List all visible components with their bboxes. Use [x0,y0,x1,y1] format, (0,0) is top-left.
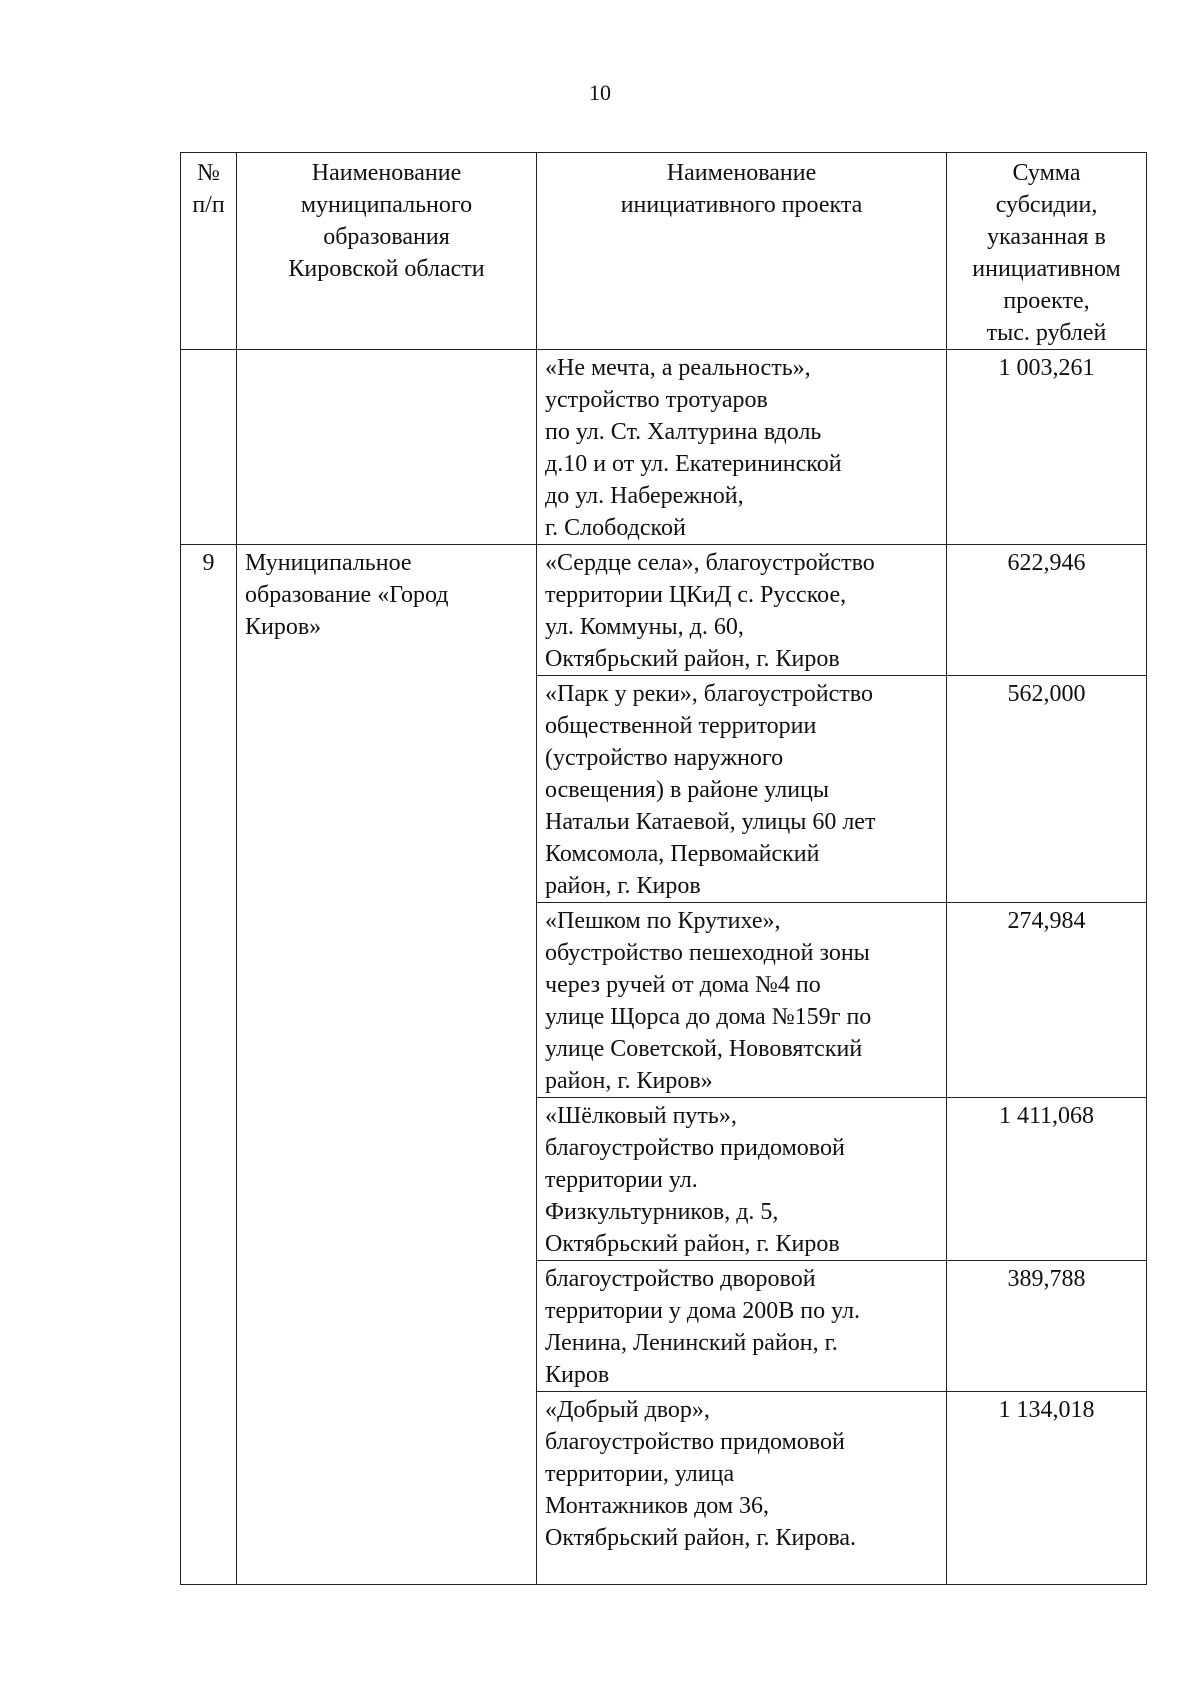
subsidy-table [180,152,1147,1585]
page-number: 10 [589,80,611,105]
row-amount: 622,946 [947,545,1147,676]
header-project: Наименование инициативного проекта [537,153,947,350]
row-municipality [237,350,537,545]
table-header-row [181,153,1147,350]
row-project: «Не мечта, а реальность», устройство тротуаров по ул. Ст. Халтурина вдоль д.10 и от ул. Екатерининской до ул. Набережной, г. Слободской [537,350,947,545]
row-project: «Сердце села», благоустройство территории ЦКиД с. Русское, ул. Коммуны, д. 60, Октябрьский район, г. Киров [537,545,947,676]
row-project: «Пешком по Крутихе», обустройство пешеходной зоны через ручей от дома №4 по улице Щорса до дома №159г по улице Советской, Нововятский район, г. Киров» [537,903,947,1098]
row-amount: 562,000 [947,676,1147,903]
row-amount: 389,788 [947,1261,1147,1392]
row-municipality: Муниципальное образование «Город Киров» [237,545,537,1585]
header-municipality: Наименование муниципального образования Кировской области [237,153,537,350]
header-num: № п/п [181,153,237,350]
row-project: благоустройство дворовой территории у дома 200В по ул. Ленина, Ленинский район, г. Киров [537,1261,947,1392]
row-project: «Добрый двор», благоустройство придомовой территории, улица Монтажников дом 36, Октябрьский район, г. Кирова. [537,1392,947,1585]
row-amount: 1 134,018 [947,1392,1147,1585]
row-amount: 274,984 [947,903,1147,1098]
row-amount: 1 003,261 [947,350,1147,545]
row-amount: 1 411,068 [947,1098,1147,1261]
header-amount: Сумма субсидии, указанная в инициативном проекте, тыс. рублей [947,153,1147,350]
row-num [181,350,237,545]
row-project: «Шёлковый путь», благоустройство придомовой территории ул. Физкультурников, д. 5, Октябрьский район, г. Киров [537,1098,947,1261]
table-row [181,350,1147,545]
row-project: «Парк у реки», благоустройство общественной территории (устройство наружного освещения) в районе улицы Натальи Катаевой, улицы 60 лет Комсомола, Первомайский район, г. Киров [537,676,947,903]
row-num: 9 [181,545,237,1585]
table-row [181,545,1147,676]
